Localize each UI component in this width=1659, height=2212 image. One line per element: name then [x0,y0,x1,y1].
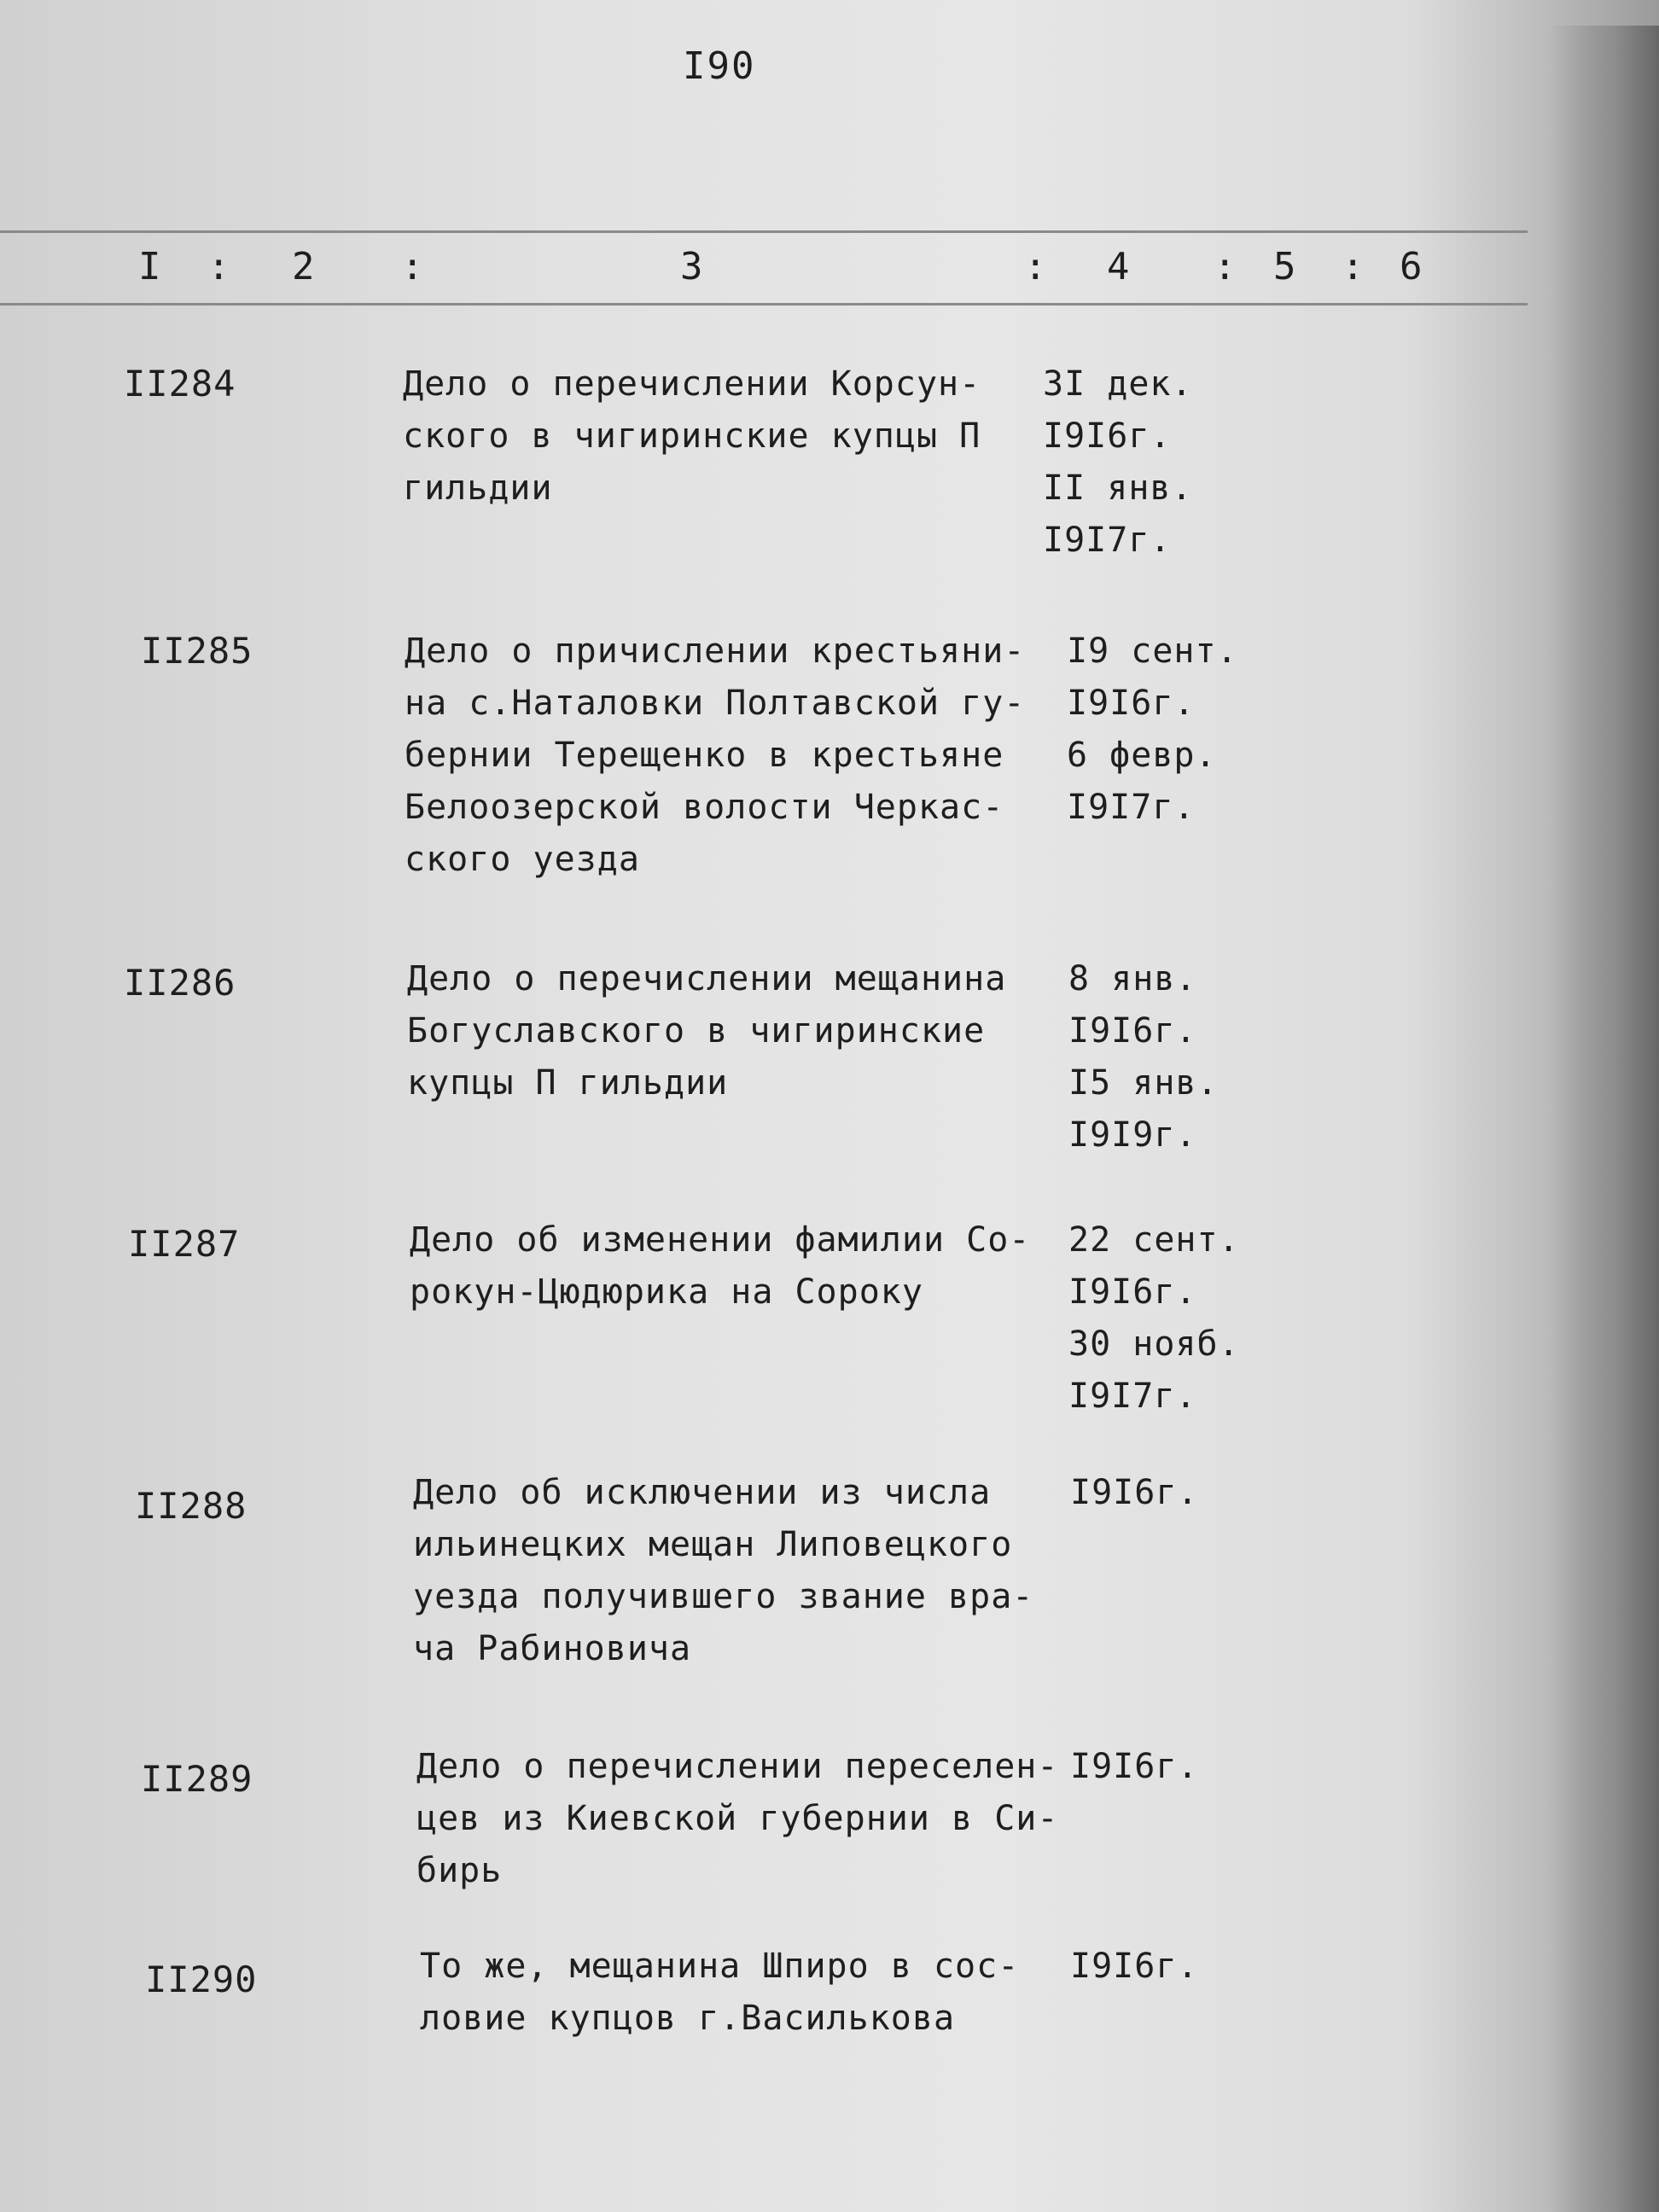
column-header-3: 3 [680,245,703,288]
entry-title: То же, мещанина Шпиро в сос- ловие купцов г.Василькова [420,1947,1020,2038]
column-separator: : [1342,245,1365,288]
entry-dates: I9I6г. [1070,1947,1199,1986]
header-rule-bottom [0,303,1528,306]
column-header-5: 5 [1273,245,1296,288]
entry-title: Дело об изменении фамилии Со- рокун-Цюдюрика на Сороку [410,1220,1031,1312]
entry-dates: I9I6г. [1070,1747,1199,1786]
entry-title: Дело о перечислении переселен- цев из Киевской губернии в Си- бирь [416,1747,1059,1890]
column-separator: : [401,245,424,288]
column-header-6: 6 [1400,245,1423,288]
entry-number: II288 [135,1485,247,1527]
entry-number: II290 [145,1959,258,2000]
entry-title: Дело о причислении крестьяни- на с.Наталовки Полтавской гу- бернии Терещенко в крестьяне Белоозерской волости Черкас- ского уезда [405,632,1026,879]
entry-title: Дело о перечислении мещанина Богуславского в чигиринские купцы П гильдии [407,959,1007,1103]
entry-number: II286 [124,962,236,1004]
entry-number: II287 [128,1223,241,1265]
entry-dates: I9I6г. [1070,1473,1199,1512]
page-number: I90 [683,44,756,88]
column-separator: : [1024,245,1047,288]
entry-number: II285 [141,630,253,672]
entry-number: II289 [141,1758,253,1800]
column-header-4: 4 [1107,245,1130,288]
entry-number: II284 [124,363,236,405]
entry-dates: 8 янв. I9I6г. I5 янв. I9I9г. [1068,959,1219,1155]
entry-title: Дело о перечислении Корсун- ского в чигиринские купцы П гильдии [403,364,981,508]
page-edge-shadow [1548,26,1659,2212]
column-header-2: 2 [292,245,315,288]
column-header-1: I [138,245,161,288]
column-separator: : [207,245,230,288]
entry-dates: 3I дек. I9I6г. II янв. I9I7г. [1043,364,1193,560]
column-separator: : [1214,245,1237,288]
entry-dates: 22 сент. I9I6г. 30 нояб. I9I7г. [1068,1220,1240,1416]
entry-dates: I9 сент. I9I6г. 6 февр. I9I7г. [1067,632,1238,827]
entry-title: Дело об исключении из числа ильинецких мещан Липовецкого уезда получившего звание вра- ча Рабиновича [413,1473,1034,1668]
header-rule-top [0,230,1528,233]
